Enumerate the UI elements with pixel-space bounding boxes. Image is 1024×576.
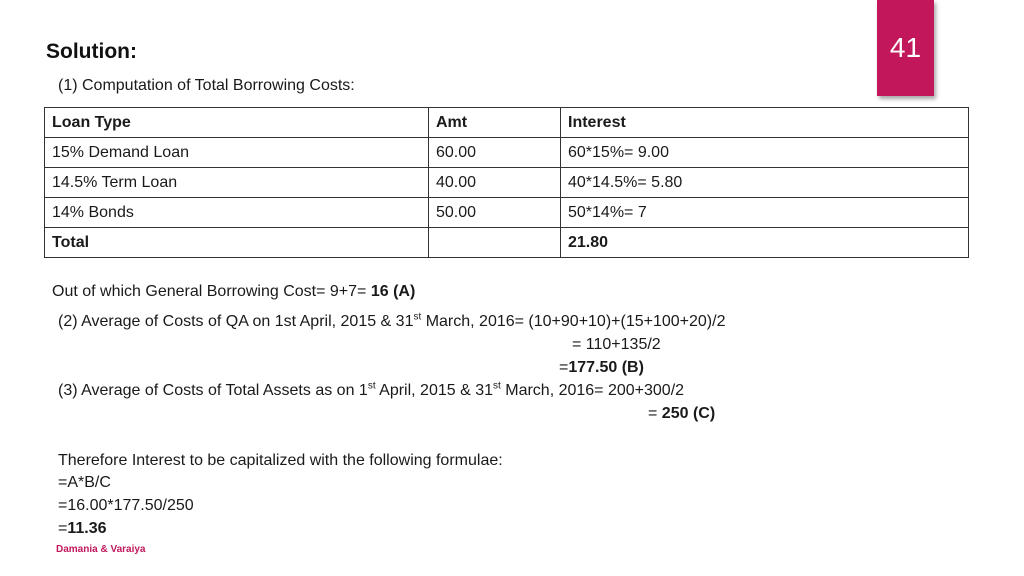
formula-intro: Therefore Interest to be capitalized with the following formulae: bbox=[58, 452, 503, 469]
table-row bbox=[45, 198, 969, 228]
general-cost-value: 16 (A) bbox=[370, 283, 416, 300]
header-amt: Amt bbox=[429, 108, 561, 138]
assets-text-part1: (3) Average of Costs of Total Assets as on 1 bbox=[58, 382, 368, 399]
cell-loan-type: 14% Bonds bbox=[45, 198, 429, 228]
qa-result-prefix: = bbox=[559, 359, 569, 376]
qa-average-line bbox=[58, 313, 725, 331]
table-caption: (1) Computation of Total Borrowing Costs: bbox=[58, 77, 355, 94]
header-loan-type: Loan Type bbox=[45, 108, 429, 138]
qa-text-suffix: March, 2016= (10+90+10)+(15+100+20)/2 bbox=[421, 313, 726, 330]
qa-average-step: = 110+135/2 bbox=[572, 336, 661, 353]
assets-result-value: 250 (C) bbox=[661, 405, 716, 422]
total-label: Total bbox=[45, 228, 429, 258]
table-total-row bbox=[45, 228, 969, 258]
table-header-row bbox=[45, 108, 969, 138]
formula-result bbox=[58, 520, 107, 538]
assets-sup1: st bbox=[367, 380, 376, 392]
formula-line-1: =A*B/C bbox=[58, 474, 111, 491]
cell-interest: 60*15%= 9.00 bbox=[561, 138, 969, 168]
assets-result-prefix: = bbox=[648, 405, 662, 422]
assets-text-part2: April, 2015 & 31 bbox=[375, 382, 494, 399]
cell-amt: 50.00 bbox=[429, 198, 561, 228]
total-assets-average-line bbox=[58, 382, 684, 400]
total-amt bbox=[429, 228, 561, 258]
formula-result-value: 11.36 bbox=[67, 520, 107, 537]
cell-amt: 60.00 bbox=[429, 138, 561, 168]
formula-result-prefix: = bbox=[58, 520, 68, 537]
qa-result-value: 177.50 (B) bbox=[568, 359, 644, 376]
cell-interest: 40*14.5%= 5.80 bbox=[561, 168, 969, 198]
header-interest: Interest bbox=[561, 108, 969, 138]
footer-author: Damania & Varaiya bbox=[56, 544, 146, 555]
general-cost-text: Out of which General Borrowing Cost= 9+7= bbox=[52, 283, 371, 300]
assets-sup2: st bbox=[493, 380, 501, 392]
page-number-badge bbox=[877, 0, 934, 96]
solution-heading: Solution: bbox=[46, 40, 137, 63]
cell-interest: 50*14%= 7 bbox=[561, 198, 969, 228]
cell-loan-type: 14.5% Term Loan bbox=[45, 168, 429, 198]
table-row bbox=[45, 138, 969, 168]
qa-average-result bbox=[559, 359, 644, 377]
assets-text-part3: March, 2016= 200+300/2 bbox=[500, 382, 685, 399]
table-row bbox=[45, 168, 969, 198]
formula-line-2: =16.00*177.50/250 bbox=[58, 497, 194, 514]
qa-text-prefix: (2) Average of Costs of QA on 1st April, 2015 & 31 bbox=[58, 313, 414, 330]
general-borrowing-cost-line bbox=[52, 283, 415, 301]
page-number: 41 bbox=[889, 32, 922, 63]
cell-loan-type: 15% Demand Loan bbox=[45, 138, 429, 168]
borrowing-costs-table bbox=[44, 107, 969, 258]
qa-sup: st bbox=[413, 311, 422, 323]
total-assets-result bbox=[648, 405, 715, 423]
total-interest: 21.80 bbox=[561, 228, 969, 258]
cell-amt: 40.00 bbox=[429, 168, 561, 198]
